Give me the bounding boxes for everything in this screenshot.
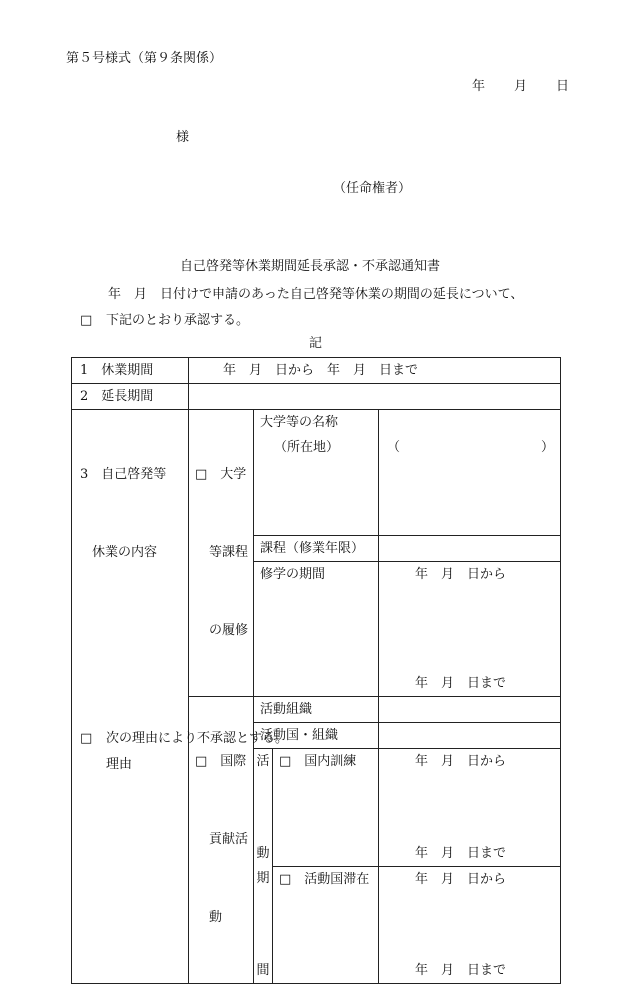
domestic-until[interactable]: 年 月 日まで [379, 841, 561, 867]
form-number: 第５号様式（第９条関係） [66, 51, 223, 66]
date-day: 日 [556, 79, 570, 94]
intro-line: 年 月 日付けで申請のあった自己啓発等休業の期間の延長について、 [108, 287, 524, 302]
activity-org-label: 活動組織 [254, 697, 379, 723]
approve-text: 下記のとおり承認する。 [106, 313, 250, 328]
overseas-from[interactable]: 年 月 日から [379, 866, 561, 958]
activity-period-char-2: 動 [254, 841, 273, 867]
disapprove-checkbox[interactable]: □ [80, 731, 93, 746]
appointer-label: （任命権者） [333, 181, 412, 196]
university-checkbox[interactable]: □ 大学 [195, 467, 247, 482]
location-paren-open: （ [387, 440, 401, 455]
honorific-sama: 様 [176, 130, 190, 145]
approve-checkbox[interactable]: □ [80, 313, 93, 328]
leave-period-value[interactable]: 年 月 日から 年 月 日まで [189, 358, 561, 384]
course-value[interactable] [379, 536, 561, 562]
activity-period-char-4: 間 [254, 958, 273, 984]
activity-country-label: 活動国・組織 [254, 723, 379, 749]
university-location-label: （所在地） [254, 435, 379, 536]
reason-label: 理由 [106, 757, 133, 772]
table-row-extension-period [72, 384, 561, 410]
domestic-from[interactable]: 年 月 日から [379, 749, 561, 841]
overseas-until[interactable]: 年 月 日まで [379, 958, 561, 984]
study-period-until[interactable]: 年 月 日まで [379, 671, 561, 697]
activity-org-value[interactable] [379, 697, 561, 723]
activity-period-char-1: 活 [254, 749, 273, 841]
date-year: 年 [472, 79, 486, 94]
activity-country-value[interactable] [379, 723, 561, 749]
international-checkbox[interactable]: □ 国際 [195, 754, 247, 769]
international-line2: 貢献活 [209, 832, 249, 847]
university-option-cell [189, 410, 254, 697]
university-line3: の履修 [209, 623, 249, 638]
details-table [71, 357, 561, 984]
content-label-cell [72, 410, 189, 984]
university-name-value[interactable] [379, 410, 561, 436]
document-title: 自己啓発等休業期間延長承認・不承認通知書 [180, 259, 441, 274]
course-label: 課程（修業年限） [254, 536, 379, 562]
study-period-label: 修学の期間 [254, 562, 379, 697]
location-paren-close: ） [541, 440, 555, 455]
leave-period-label: 1 休業期間 [72, 358, 189, 384]
table-row-university-name [72, 410, 561, 436]
study-period-from[interactable]: 年 月 日から [379, 562, 561, 672]
domestic-training-option[interactable]: □ 国内訓練 [273, 749, 379, 867]
extension-period-label: 2 延長期間 [72, 384, 189, 410]
content-label-line2: 休業の内容 [92, 545, 158, 560]
overseas-stay-option[interactable]: □ 活動国滞在 [273, 866, 379, 984]
ki-heading: 記 [309, 336, 323, 351]
university-name-label: 大学等の名称 [254, 410, 379, 436]
extension-period-value[interactable] [189, 384, 561, 410]
table-row-leave-period [72, 358, 561, 384]
activity-period-char-3: 期 [254, 866, 273, 958]
university-line2: 等課程 [209, 545, 249, 560]
date-month: 月 [514, 79, 528, 94]
international-line3: 動 [209, 910, 223, 925]
content-label-line1: 3 自己啓発等 [80, 467, 167, 482]
disapprove-text: 次の理由により不承認とする。 [106, 731, 289, 746]
university-location-value[interactable] [379, 435, 561, 536]
